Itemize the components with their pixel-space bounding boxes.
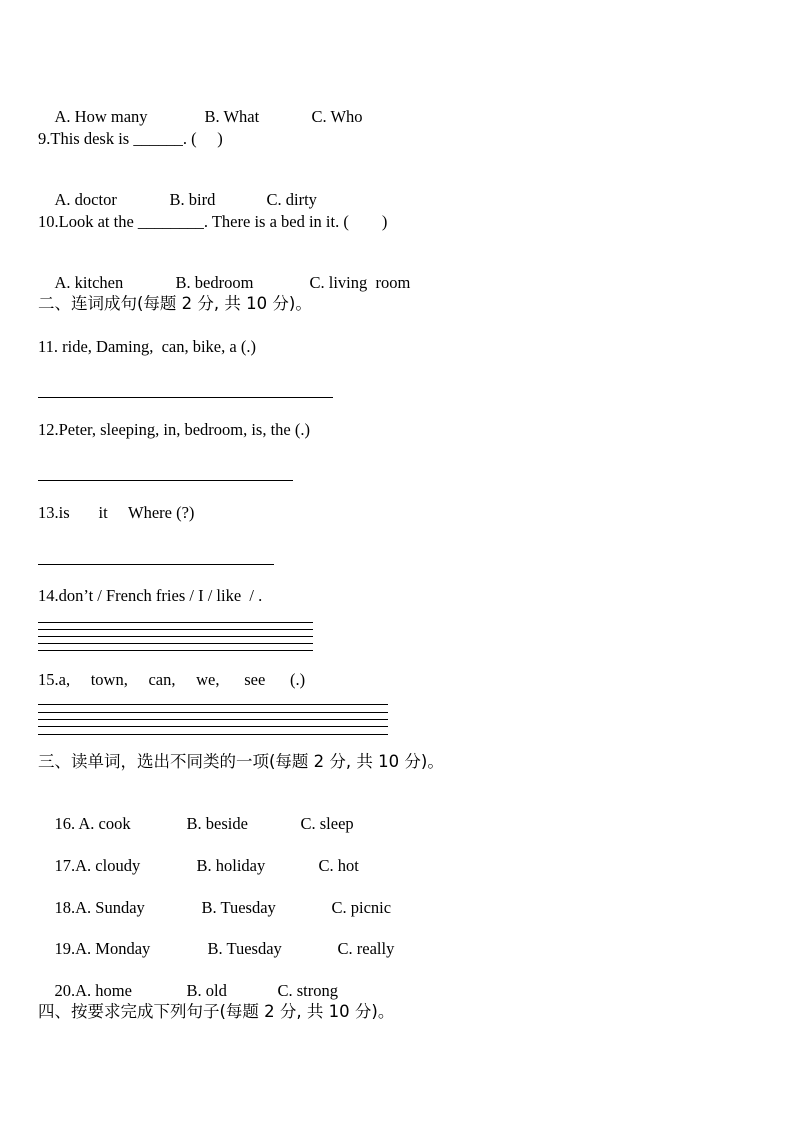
q17-option-a: 17.A. cloudy	[54, 856, 141, 875]
q13-answer-line[interactable]	[38, 564, 274, 565]
q15-answer-line-1[interactable]	[38, 704, 388, 705]
q9-option-a: A. doctor	[54, 190, 117, 209]
q20-option-a: 20.A. home	[54, 981, 132, 1000]
section3-title: 三、读单词，选出不同类的一项(每题 2 分, 共 10 分)。	[38, 752, 444, 771]
q15-answer-line-3[interactable]	[38, 719, 388, 720]
q11-prompt: 11. ride, Daming, can, bike, a (.)	[38, 337, 256, 356]
q18-option-a: 18.A. Sunday	[54, 898, 145, 917]
q18-option-b: B. Tuesday	[201, 898, 276, 917]
q19-option-a: 19.A. Monday	[54, 939, 151, 958]
q16-option-c: C. sleep	[300, 814, 354, 833]
q14-answer-line-2[interactable]	[38, 629, 313, 630]
q14-answer-line-4[interactable]	[38, 643, 313, 644]
q10-option-c: C. living room	[309, 273, 411, 292]
q18-option-c: C. picnic	[331, 898, 392, 917]
q8-option-a: A. How many	[54, 107, 148, 126]
q8-option-b: B. What	[204, 107, 260, 126]
q11-answer-line[interactable]	[38, 397, 333, 398]
q14-prompt: 14.don’t / French fries / I / like / .	[38, 586, 263, 605]
q15-prompt: 15.a, town, can, we, see (.)	[38, 670, 306, 689]
q12-prompt: 12.Peter, sleeping, in, bedroom, is, the (.)	[38, 420, 310, 439]
q14-answer-line-3[interactable]	[38, 636, 313, 637]
q20-option-c: C. strong	[277, 981, 339, 1000]
q17-option-b: B. holiday	[196, 856, 266, 875]
q16-option-b: B. beside	[186, 814, 248, 833]
q19-option-b: B. Tuesday	[207, 939, 282, 958]
q10-option-b: B. bedroom	[175, 273, 254, 292]
q14-answer-line-1[interactable]	[38, 622, 313, 623]
q10-option-a: A. kitchen	[54, 273, 124, 292]
section4-title: 四、按要求完成下列句子(每题 2 分, 共 10 分)。	[38, 1002, 395, 1021]
q8-option-c: C. Who	[311, 107, 363, 126]
q16-option-a: 16. A. cook	[54, 814, 131, 833]
q19-option-c: C. really	[337, 939, 395, 958]
q12-answer-line[interactable]	[38, 480, 293, 481]
section2-title: 二、连词成句(每题 2 分, 共 10 分)。	[38, 294, 312, 313]
q15-answer-line-5[interactable]	[38, 734, 388, 735]
q9-stem: 9.This desk is ______. ( )	[38, 129, 223, 148]
q15-answer-line-2[interactable]	[38, 712, 388, 713]
q9-option-c: C. dirty	[266, 190, 317, 209]
q13-prompt: 13.is it Where (?)	[38, 503, 195, 522]
q15-answer-line-4[interactable]	[38, 726, 388, 727]
q10-stem: 10.Look at the ________. There is a bed in it. ( )	[38, 212, 388, 231]
q14-answer-line-5[interactable]	[38, 650, 313, 651]
q17-option-c: C. hot	[318, 856, 359, 875]
q9-option-b: B. bird	[169, 190, 216, 209]
q20-option-b: B. old	[186, 981, 227, 1000]
